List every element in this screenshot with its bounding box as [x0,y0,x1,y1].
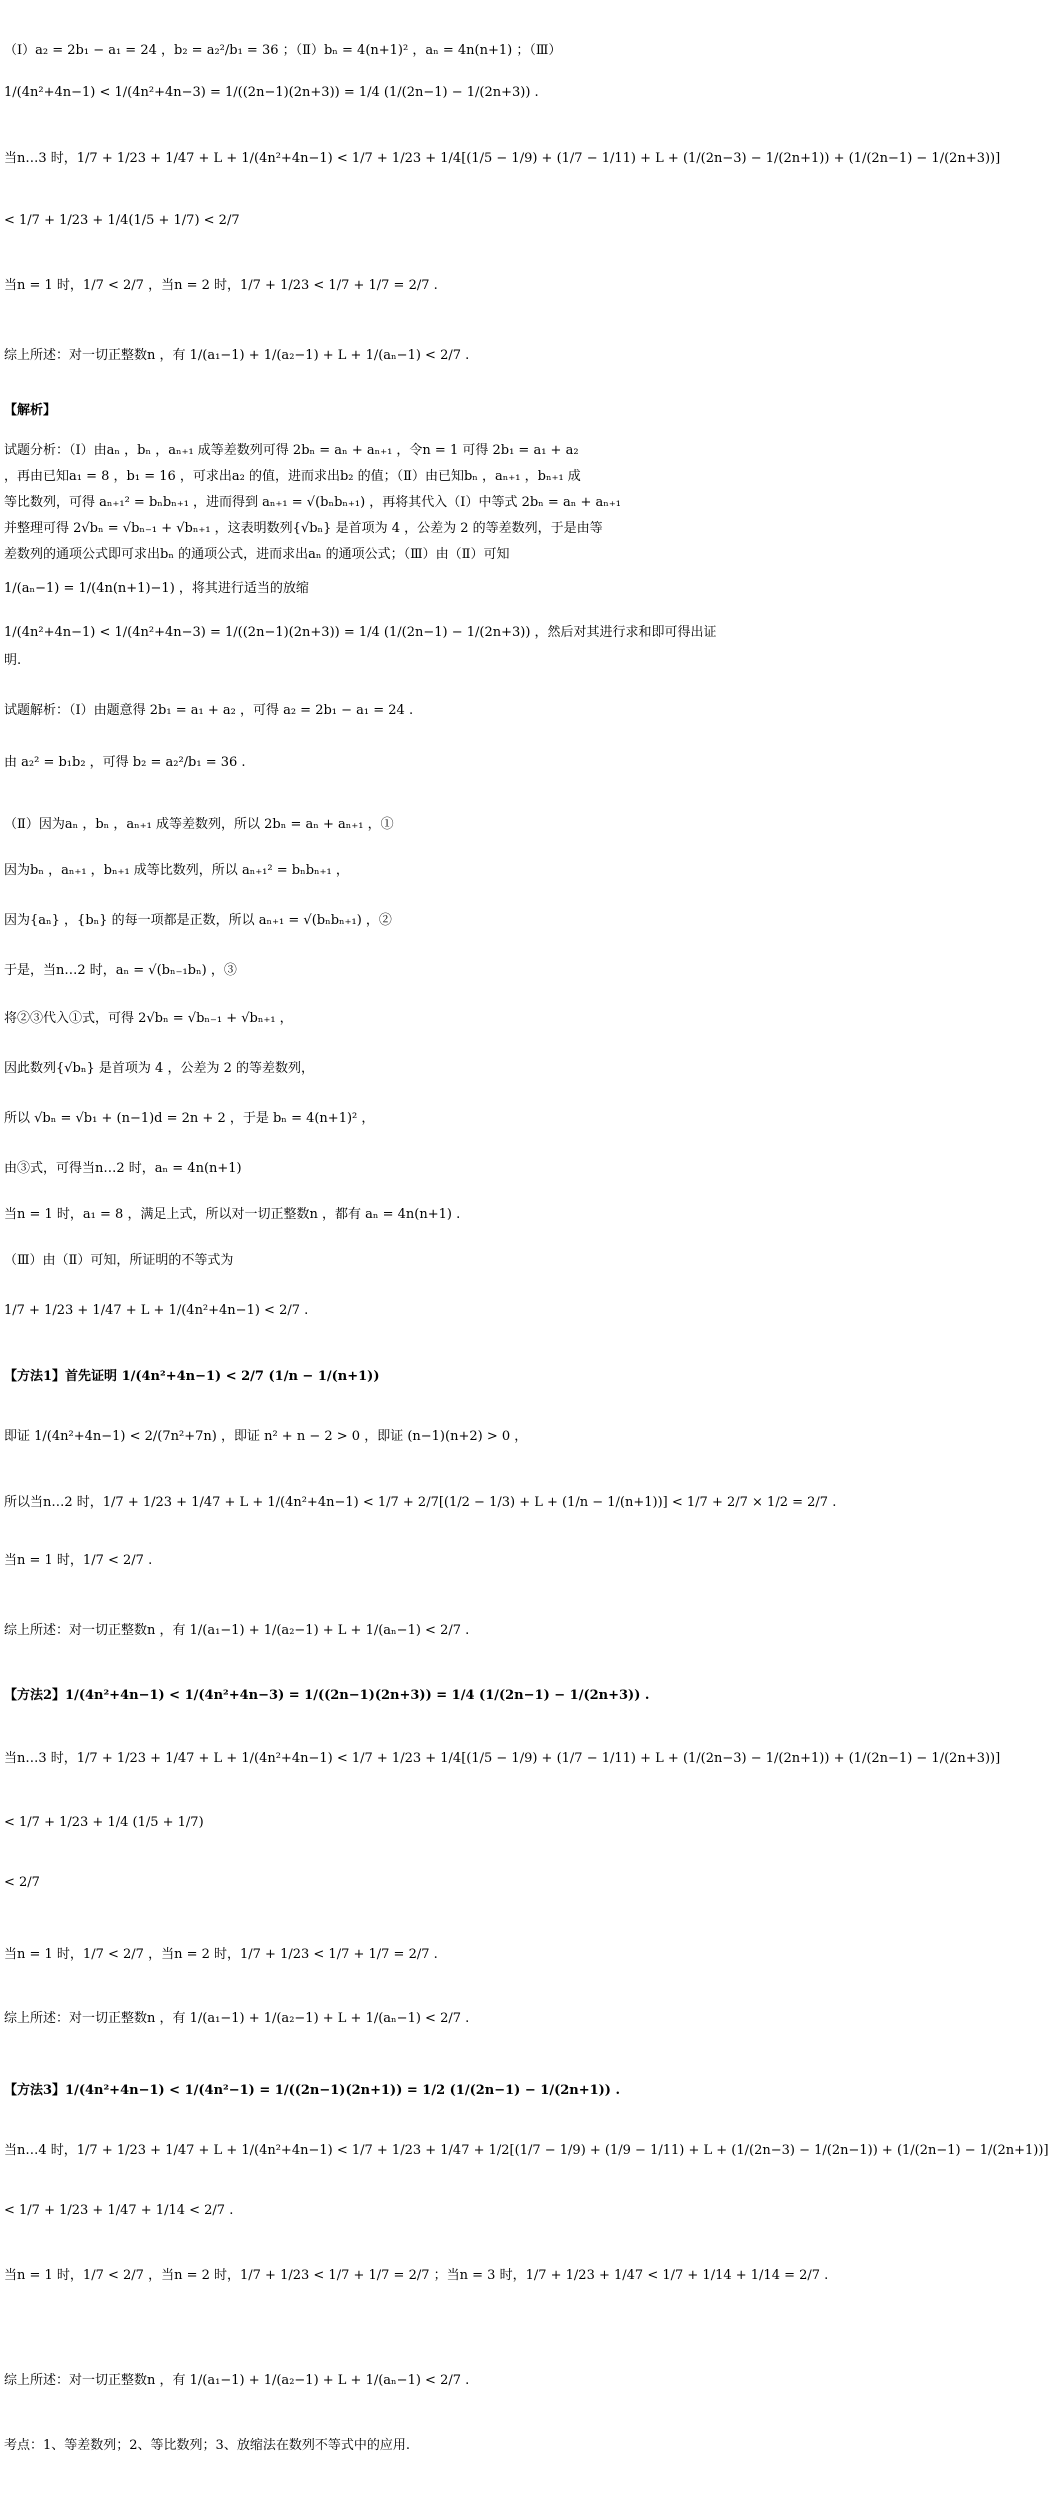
text-line: （Ⅱ）因为aₙ ，bₙ ，aₙ₊₁ 成等差数列，所以 2bₙ = aₙ + aₙ₊₁ ，① [4,817,394,832]
text-line: 所以 √bₙ = √b₁ + (n−1)d = 2n + 2 ，于是 bₙ = 4(n+1)² ， [4,1111,375,1126]
text-line: 当n = 1 时，1/7 < 2/7 ，当n = 2 时，1/7 + 1/23 < 1/7 + 1/7 = 2/7 . [4,1947,438,1962]
text-line: 差数列的通项公式即可求出bₙ 的通项公式，进而求出aₙ 的通项公式；（Ⅲ）由（Ⅱ）可知 [4,547,510,562]
text-line: 等比数列，可得 aₙ₊₁² = bₙbₙ₊₁ ，进而得到 aₙ₊₁ = √(bₙbₙ₊₁) ，再将其代入（Ⅰ）中等式 2bₙ = aₙ + aₙ₊₁ [4,495,621,510]
text-line: 因此数列{√bₙ} 是首项为 4 ，公差为 2 的等差数列， [4,1061,314,1076]
text-line: 所以当n…2 时，1/7 + 1/23 + 1/47 + L + 1/(4n²+4n−1) < 1/7 + 2/7[(1/2 − 1/3) + L + (1/n − 1/(n+1))] < 1/7 + 2/7 × 1/2 = 2/7 . [4,1495,837,1510]
text-line: 将②③代入①式，可得 2√bₙ = √bₙ₋₁ + √bₙ₊₁ ， [4,1011,293,1026]
text-line: 因为{aₙ} ，{bₙ} 的每一项都是正数，所以 aₙ₊₁ = √(bₙbₙ₊₁) ，② [4,913,392,928]
text-line: 综上所述：对一切正整数n ，有 1/(a₁−1) + 1/(a₂−1) + L + 1/(aₙ−1) < 2/7 . [4,1623,470,1638]
text-line: < 1/7 + 1/23 + 1/4(1/5 + 1/7) < 2/7 [4,213,240,228]
text-line: 因为bₙ ，aₙ₊₁ ，bₙ₊₁ 成等比数列，所以 aₙ₊₁² = bₙbₙ₊₁ ， [4,863,349,878]
text-line: 综上所述：对一切正整数n ，有 1/(a₁−1) + 1/(a₂−1) + L + 1/(aₙ−1) < 2/7 . [4,348,470,363]
text-line: 试题解析：（Ⅰ）由题意得 2b₁ = a₁ + a₂ ，可得 a₂ = 2b₁ − a₁ = 24 . [4,703,414,718]
text-line: 当n = 1 时，a₁ = 8 ，满足上式，所以对一切正整数n ，都有 aₙ = 4n(n+1) . [4,1207,461,1222]
text-line: 由 a₂² = b₁b₂ ，可得 b₂ = a₂²/b₁ = 36 . [4,755,246,770]
text-line: 当n…3 时，1/7 + 1/23 + 1/47 + L + 1/(4n²+4n−1) < 1/7 + 1/23 + 1/4[(1/5 − 1/9) + (1/7 − 1/11) + L + (1/(2n−3) − 1/(2n+1)) + (1/(2n−1) − 1/(2n+3))] [4,1751,1001,1766]
text-line: 【方法3】1/(4n²+4n−1) < 1/(4n²−1) = 1/((2n−1)(2n+1)) = 1/2 (1/(2n−1) − 1/(2n+1)) . [4,2083,621,2098]
text-line: 考点：1、等差数列；2、等比数列；3、放缩法在数列不等式中的应用. [4,2438,410,2453]
text-line: 1/(4n²+4n−1) < 1/(4n²+4n−3) = 1/((2n−1)(2n+3)) = 1/4 (1/(2n−1) − 1/(2n+3)) ，然后对其进行求和即可得出证 [4,625,717,640]
text-line: 明. [4,653,22,668]
text-line: 当n = 1 时，1/7 < 2/7 ，当n = 2 时，1/7 + 1/23 < 1/7 + 1/7 = 2/7 . [4,278,438,293]
text-line: 即证 1/(4n²+4n−1) < 2/(7n²+7n) ，即证 n² + n − 2 > 0 ，即证 (n−1)(n+2) > 0 ， [4,1429,528,1444]
text-line: < 1/7 + 1/23 + 1/47 + 1/14 < 2/7 . [4,2203,234,2218]
text-line: 【解析】 [4,403,57,418]
text-line: 当n…4 时，1/7 + 1/23 + 1/47 + L + 1/(4n²+4n−1) < 1/7 + 1/23 + 1/47 + 1/2[(1/7 − 1/9) + (1/9 − 1/11) + L + (1/(2n−3) − 1/(2n−1)) + (1/(2n−1) − 1/(2n+1))] [4,2143,1049,2158]
text-line: 试题分析：（Ⅰ）由aₙ ，bₙ ，aₙ₊₁ 成等差数列可得 2bₙ = aₙ + aₙ₊₁ ，令n = 1 可得 2b₁ = a₁ + a₂ [4,443,579,458]
text-line: 并整理可得 2√bₙ = √bₙ₋₁ + √bₙ₊₁ ，这表明数列{√bₙ} 是首项为 4 ，公差为 2 的等差数列，于是由等 [4,521,603,536]
text-line: 1/7 + 1/23 + 1/47 + L + 1/(4n²+4n−1) < 2/7 . [4,1303,309,1318]
text-line: < 2/7 [4,1875,40,1890]
text-line: 【方法2】1/(4n²+4n−1) < 1/(4n²+4n−3) = 1/((2n−1)(2n+3)) = 1/4 (1/(2n−1) − 1/(2n+3)) . [4,1688,650,1703]
text-line: 【方法1】首先证明 1/(4n²+4n−1) < 2/7 (1/n − 1/(n+1)) [4,1369,380,1384]
text-line: 综上所述：对一切正整数n ，有 1/(a₁−1) + 1/(a₂−1) + L + 1/(aₙ−1) < 2/7 . [4,2373,470,2388]
text-line: 当n = 1 时，1/7 < 2/7 . [4,1553,153,1568]
text-line: < 1/7 + 1/23 + 1/4 (1/5 + 1/7) [4,1815,204,1830]
text-line: （Ⅰ）a₂ = 2b₁ − a₁ = 24 ，b₂ = a₂²/b₁ = 36 ；（Ⅱ）bₙ = 4(n+1)² ，aₙ = 4n(n+1) ；（Ⅲ） [4,43,562,58]
text-line: 由③式，可得当n…2 时，aₙ = 4n(n+1) [4,1161,242,1176]
text-line: 1/(aₙ−1) = 1/(4n(n+1)−1) ，将其进行适当的放缩 [4,581,309,596]
text-line: 1/(4n²+4n−1) < 1/(4n²+4n−3) = 1/((2n−1)(2n+3)) = 1/4 (1/(2n−1) − 1/(2n+3)) . [4,85,539,100]
text-line: 于是，当n…2 时，aₙ = √(bₙ₋₁bₙ) ，③ [4,963,237,978]
text-line: （Ⅲ）由（Ⅱ）可知，所证明的不等式为 [4,1253,234,1268]
text-line: 当n = 1 时，1/7 < 2/7 ，当n = 2 时，1/7 + 1/23 < 1/7 + 1/7 = 2/7 ；当n = 3 时，1/7 + 1/23 + 1/47 < 1/7 + 1/14 + 1/14 = 2/7 . [4,2268,829,2283]
text-line: ，再由已知a₁ = 8 ，b₁ = 16 ，可求出a₂ 的值，进而求出b₂ 的值；（Ⅱ）由已知bₙ ，aₙ₊₁ ，bₙ₊₁ 成 [4,469,581,484]
text-line: 当n…3 时，1/7 + 1/23 + 1/47 + L + 1/(4n²+4n−1) < 1/7 + 1/23 + 1/4[(1/5 − 1/9) + (1/7 − 1/11) + L + (1/(2n−3) − 1/(2n+1)) + (1/(2n−1) − 1/(2n+3))] [4,151,1001,166]
text-line: 综上所述：对一切正整数n ，有 1/(a₁−1) + 1/(a₂−1) + L + 1/(aₙ−1) < 2/7 . [4,2011,470,2026]
